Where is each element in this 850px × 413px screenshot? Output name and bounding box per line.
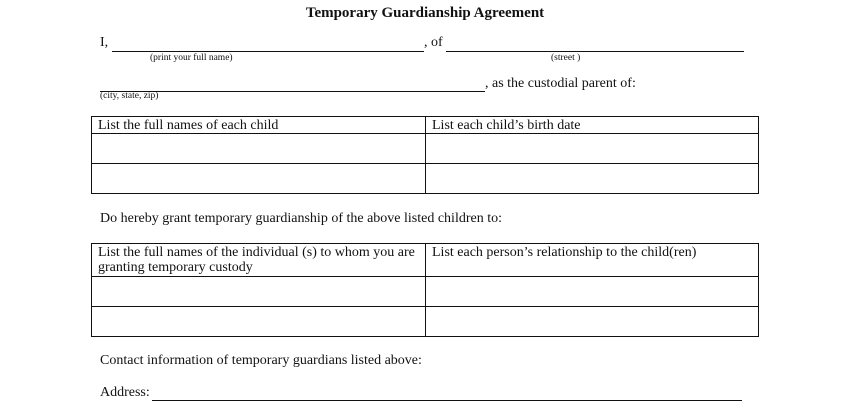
header-relationship: List each person’s relationship to the child(ren) xyxy=(426,244,759,277)
table-row xyxy=(92,307,759,337)
guardians-table xyxy=(91,243,759,337)
table-row xyxy=(92,164,759,194)
birth-date-cell[interactable] xyxy=(426,164,759,194)
table-header-row xyxy=(92,117,759,134)
relationship-cell[interactable] xyxy=(426,307,759,337)
name-hint: (print your full name) xyxy=(150,53,233,63)
document-title: Temporary Guardianship Agreement xyxy=(305,5,545,21)
contact-text: Contact information of temporary guardians listed above: xyxy=(100,353,422,368)
child-name-cell[interactable] xyxy=(92,134,426,164)
line1-of-label: , of xyxy=(424,35,443,50)
custodial-parent-text: , as the custodial parent of: xyxy=(485,76,636,91)
grant-text: Do hereby grant temporary guardianship of the above listed children to: xyxy=(100,211,502,226)
guardian-name-cell[interactable] xyxy=(92,277,426,307)
children-table xyxy=(91,116,759,194)
header-child-names: List the full names of each child xyxy=(92,117,426,134)
street-hint: (street ) xyxy=(551,53,581,63)
header-guardian-names: List the full names of the individual (s) to whom you are granting temporary custody xyxy=(92,244,426,277)
relationship-cell[interactable] xyxy=(426,277,759,307)
guardian-name-cell[interactable] xyxy=(92,307,426,337)
table-header-row xyxy=(92,244,759,277)
city-hint: (city, state, zip) xyxy=(100,91,159,101)
address-field[interactable] xyxy=(152,400,742,401)
birth-date-cell[interactable] xyxy=(426,134,759,164)
full-name-field[interactable] xyxy=(112,51,424,52)
address-label: Address: xyxy=(100,385,150,400)
child-name-cell[interactable] xyxy=(92,164,426,194)
table-row xyxy=(92,277,759,307)
header-birth-dates: List each child’s birth date xyxy=(426,117,759,134)
street-field[interactable] xyxy=(446,51,744,52)
line1-prefix: I, xyxy=(100,35,109,50)
table-row xyxy=(92,134,759,164)
